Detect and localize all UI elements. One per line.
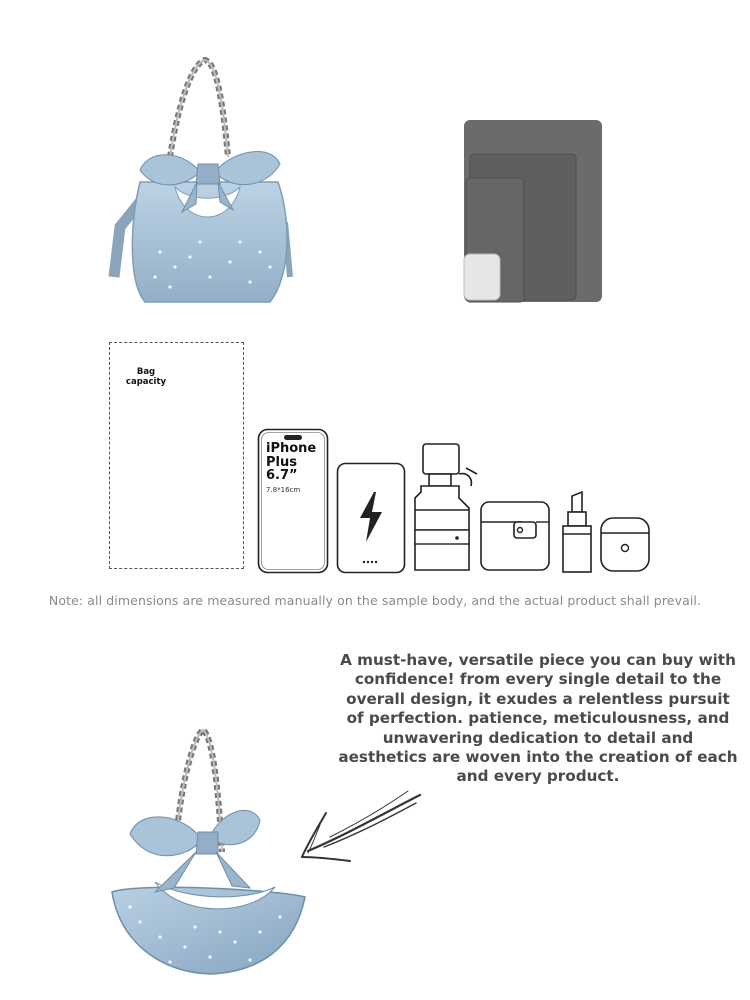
phone-icon bbox=[257, 428, 329, 574]
product-description: A must-have, versatile piece you can buy with confidence! from every single detail to the overall design, it exudes a relentless pursuit of perfection. patience, meticulousness, and unwavering dedication to detail and aesthetics are woven into the creation of each and every product. bbox=[338, 651, 738, 786]
power-bank-icon bbox=[336, 462, 406, 574]
bag-capacity-box bbox=[109, 342, 244, 569]
lipstick-icon bbox=[558, 490, 596, 574]
perfume-bottle-icon bbox=[411, 438, 481, 574]
dimensions-note: Note: all dimensions are measured manually on the sample body, and the actual product shall prevail. bbox=[48, 593, 702, 608]
earbuds-case-icon bbox=[598, 515, 652, 574]
capacity-label: Bag capacity bbox=[125, 367, 167, 387]
denim-bag-image bbox=[100, 52, 300, 317]
denim-bag-image bbox=[100, 722, 315, 982]
wallet-icon bbox=[478, 498, 554, 574]
device-stack-icon bbox=[462, 118, 607, 306]
phone-model-label: iPhone Plus 6.7” bbox=[266, 441, 317, 483]
phone-size-label: 7.8*16cm bbox=[266, 486, 301, 494]
